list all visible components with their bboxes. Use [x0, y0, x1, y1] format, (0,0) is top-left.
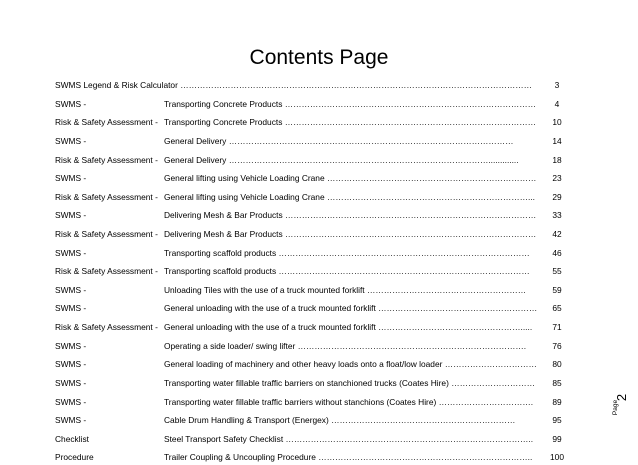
entry-title: General loading of machinery and other heavy loads onto a float/low loader — [164, 359, 443, 369]
entry-title: General lifting using Vehicle Loading Crane — [164, 192, 325, 202]
leader-dots: ………………………………………………………………………. — [297, 341, 527, 351]
entry-line — [164, 263, 530, 279]
toc-entry[interactable] — [0, 96, 638, 112]
leader-dots: ……………………………………………………………………………… — [285, 229, 537, 239]
toc-entry[interactable] — [0, 300, 638, 316]
toc-entry[interactable] — [0, 152, 638, 168]
toc-entry[interactable] — [0, 412, 638, 428]
toc-entry[interactable] — [0, 431, 638, 447]
entry-page-number: 33 — [552, 210, 562, 220]
entry-page-number: 95 — [552, 415, 562, 425]
entry-line — [164, 394, 533, 410]
entry-line — [164, 245, 530, 261]
leader-dots: …………………………………………………………………………….. — [285, 434, 534, 444]
leader-dots: ……………………………………………………………………………… — [284, 117, 536, 127]
entry-line — [164, 133, 513, 149]
entry-type: Risk & Safety Assessment - — [55, 155, 158, 165]
entry-title: Operating a side loader/ swing lifter — [164, 341, 296, 351]
entry-title: Transporting scaffold products — [164, 266, 277, 276]
entry-title: Delivering Mesh & Bar Products — [164, 229, 283, 239]
leader-dots: ………………………………………………………………………………………… — [228, 136, 514, 146]
entry-title: Transporting water fillable traffic barriers on stanchioned trucks (Coates Hire) — [164, 378, 449, 388]
entry-title: General unloading with the use of a truck mounted forklift — [164, 322, 376, 332]
leader-dots: ………………………… — [451, 378, 535, 388]
toc-entry[interactable] — [0, 356, 638, 372]
leader-dots: ……………………………………………………………………………… — [278, 266, 530, 276]
entry-line — [164, 449, 532, 465]
entry-type: Risk & Safety Assessment - — [55, 322, 158, 332]
entry-title: Transporting Concrete Products — [164, 99, 283, 109]
leader-dots: ……………………………………………………………………………… — [284, 99, 536, 109]
entry-type: Risk & Safety Assessment - — [55, 266, 158, 276]
leader-dots: ………………………………………………… — [378, 303, 538, 313]
entry-title: Transporting scaffold products — [164, 248, 277, 258]
leader-dots: ………………………………………………………………... — [326, 192, 535, 202]
leader-dots: ………………………………………………………… — [331, 415, 516, 425]
entry-title: General Delivery — [164, 136, 227, 146]
leader-dots: ……………………………. — [438, 397, 534, 407]
entry-title: Delivering Mesh & Bar Products — [164, 210, 283, 220]
entry-title: General lifting using Vehicle Loading Crane — [164, 173, 325, 183]
entry-page-number: 85 — [552, 378, 562, 388]
leader-dots: ……………………………………………..... — [378, 322, 533, 332]
entry-title: General Delivery — [164, 155, 227, 165]
entry-type: SWMS - — [55, 210, 87, 220]
entry-type: Checklist — [55, 434, 89, 444]
toc-entry[interactable] — [0, 394, 638, 410]
entry-line — [164, 338, 526, 354]
entry-page-number: 89 — [552, 397, 562, 407]
toc-entry[interactable] — [0, 77, 638, 93]
entry-page-number: 65 — [552, 303, 562, 313]
entry-line — [164, 356, 537, 372]
page-label: Page — [612, 399, 620, 416]
toc-entry[interactable] — [0, 114, 638, 130]
entry-page-number: 99 — [552, 434, 562, 444]
entry-line — [164, 96, 536, 112]
leader-dots: ……………………………………………………………………………… — [285, 210, 537, 220]
entry-page-number: 4 — [554, 99, 560, 109]
page-number: 2 — [614, 393, 630, 402]
entry-line — [164, 319, 532, 335]
entry-page-number: 100 — [550, 452, 564, 462]
toc-entry[interactable] — [0, 170, 638, 186]
entry-type: SWMS - — [55, 303, 87, 313]
entry-type: SWMS Legend & Risk Calculator — [55, 80, 178, 90]
entry-type: Risk & Safety Assessment - — [55, 229, 158, 239]
toc-entry[interactable] — [0, 226, 638, 242]
entry-type: SWMS - — [55, 359, 87, 369]
entry-page-number: 46 — [552, 248, 562, 258]
leader-dots: ………………………………………………………………… — [326, 173, 537, 183]
toc-entry[interactable] — [0, 189, 638, 205]
entry-title: Unloading Tiles with the use of a truck mounted forklift — [164, 285, 365, 295]
entry-type: SWMS - — [55, 415, 87, 425]
toc-entry[interactable] — [0, 245, 638, 261]
entry-type: SWMS - — [55, 285, 87, 295]
entry-page-number: 23 — [552, 173, 562, 183]
entry-page-number: 29 — [552, 192, 562, 202]
toc-entry[interactable] — [0, 263, 638, 279]
entry-type: SWMS - — [55, 248, 87, 258]
entry-page-number: 14 — [552, 136, 562, 146]
leader-dots: ………………………………………………………………….. — [318, 452, 533, 462]
entry-line — [164, 375, 535, 391]
toc-entry[interactable] — [0, 133, 638, 149]
entry-page-number: 80 — [552, 359, 562, 369]
entry-page-number: 3 — [554, 80, 560, 90]
entry-type: Procedure — [55, 452, 94, 462]
entry-page-number: 59 — [552, 285, 562, 295]
entry-page-number: 42 — [552, 229, 562, 239]
toc-entry[interactable] — [0, 449, 638, 465]
entry-line — [164, 282, 526, 298]
entry-title: Transporting Concrete Products — [164, 117, 283, 127]
entry-type: Risk & Safety Assessment - — [55, 117, 158, 127]
entry-line — [164, 300, 537, 316]
entry-page-number: 76 — [552, 341, 562, 351]
toc-entry[interactable] — [0, 375, 638, 391]
entry-title: Cable Drum Handling & Transport (Energex) — [164, 415, 329, 425]
entry-line — [55, 77, 532, 93]
entry-type: SWMS - — [55, 99, 87, 109]
entry-page-number: 10 — [552, 117, 562, 127]
entry-page-number: 71 — [552, 322, 562, 332]
entry-line — [164, 152, 519, 168]
entry-type: SWMS - — [55, 173, 87, 183]
leader-dots: ……………………………………………………………………………… — [278, 248, 530, 258]
entry-title: Trailer Coupling & Uncoupling Procedure — [164, 452, 316, 462]
leader-dots: ………………………………………………… — [366, 285, 527, 295]
leader-dots: …………………………… — [444, 359, 537, 369]
entry-type: Risk & Safety Assessment - — [55, 192, 158, 202]
toc-entry[interactable] — [0, 282, 638, 298]
entry-line — [164, 170, 536, 186]
entry-title: Steel Transport Safety Checklist — [164, 434, 284, 444]
entry-type: SWMS - — [55, 136, 87, 146]
entry-line — [164, 207, 536, 223]
toc-entry[interactable] — [0, 338, 638, 354]
entry-page-number: 18 — [552, 155, 562, 165]
toc-entry[interactable] — [0, 207, 638, 223]
entry-title: Transporting water fillable traffic barriers without stanchions (Coates Hire) — [164, 397, 437, 407]
entry-line — [164, 431, 533, 447]
entry-line — [164, 114, 536, 130]
entry-type: SWMS - — [55, 378, 87, 388]
entry-type: SWMS - — [55, 341, 87, 351]
page-number-marker — [614, 392, 632, 424]
toc-entry[interactable] — [0, 319, 638, 335]
entry-type: SWMS - — [55, 397, 87, 407]
leader-dots: …………………………………………………………………………………............. — [228, 155, 519, 165]
page-title: Contents Page — [249, 46, 389, 69]
entry-page-number: 55 — [552, 266, 562, 276]
entry-line — [164, 226, 536, 242]
entry-line — [164, 412, 515, 428]
leader-dots: ……………………………………………………………………………………………………………… — [180, 80, 532, 90]
entry-title: General unloading with the use of a truck mounted forklift — [164, 303, 376, 313]
entry-line — [164, 189, 535, 205]
